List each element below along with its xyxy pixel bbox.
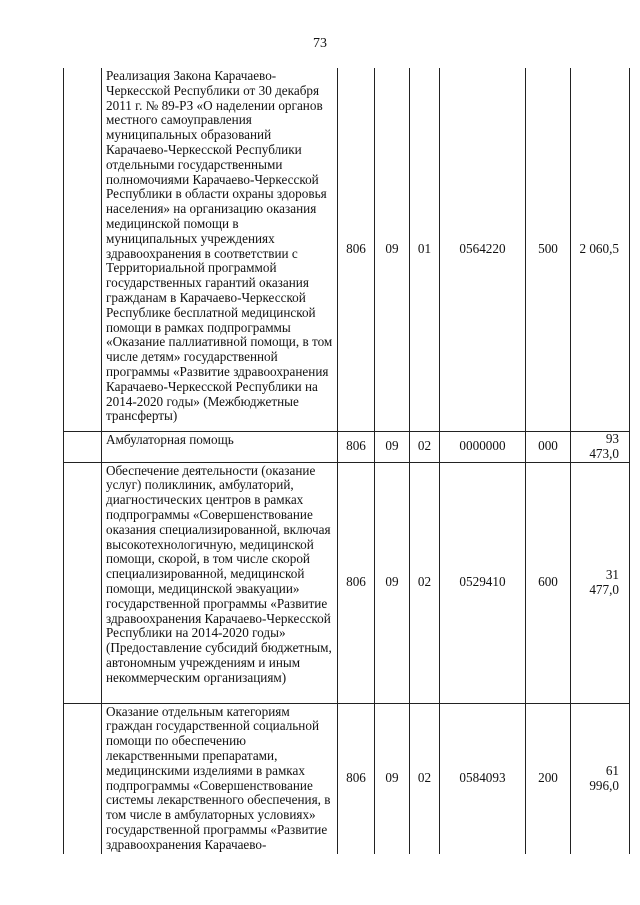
row-description: Реализация Закона Карачаево-Черкесской Республики от 30 декабря 2011 г. № 89-РЗ «О наделении органов местного самоуправления муниципальных образований Карачаево-Черкесской Республики отдельными государственными полномочиями Карачаево-Черкесской Республики в области охраны здоровья населения» на организацию оказания медицинской помощи в муниципальных учреждениях здравоохранения в соответствии с Территориальной программой государственных гарантий оказания гражданам в Карачаево-Черкесской Республике бесплатной медицинской помощи в рамках подпрограммы «Оказание паллиативной помощи, в том числе детям» государственной программы «Развитие здравоохранения Карачаево-Черкесской Республики на 2014-2020 годы» (Межбюджетные трансферты) [102,68,338,432]
section-code: 09 [375,432,410,463]
section-code: 09 [375,68,410,432]
ministry-code: 806 [338,703,375,853]
ministry-code: 806 [338,462,375,703]
section-code: 09 [375,703,410,853]
target-article-code: 0529410 [440,462,526,703]
page-number: 73 [313,36,327,51]
ministry-code: 806 [338,432,375,463]
section-code: 09 [375,462,410,703]
row-description: Оказание отдельным категориям граждан государственной социальной помощи по обеспечению лекарственными препаратами, медицинскими изделиями в рамках подпрограммы «Совершенствование системы лекарственного обеспечения, в том числе в амбулаторных условиях» государственной программы «Развитие здравоохранения Карачаево- [102,703,338,853]
expense-type-code: 500 [526,68,571,432]
row-description: Обеспечение деятельности (оказание услуг) поликлиник, амбулаторий, диагностических центров в рамках подпрограммы «Совершенствование оказания специализированной, включая высокотехнологичную, медицинской помощи, скорой, в том числе скорой специализированной, медицинской помощи, медицинской эвакуации» государственной программы «Развитие здравоохранения Карачаево-Черкесской Республики на 2014-2020 годы» (Предоставление субсидий бюджетным, автономным учреждениям и иным некоммерческим организациям) [102,462,338,703]
table-row [64,462,630,703]
table-row [64,68,630,432]
ministry-code: 806 [338,68,375,432]
subsection-code: 02 [410,703,440,853]
subsection-code: 02 [410,462,440,703]
target-article-code: 0584093 [440,703,526,853]
expense-type-code: 200 [526,703,571,853]
row-indent-cell [64,462,102,703]
amount-value: 2 060,5 [571,68,630,432]
row-indent-cell [64,432,102,463]
row-indent-cell [64,68,102,432]
target-article-code: 0564220 [440,68,526,432]
expense-type-code: 000 [526,432,571,463]
budget-table [63,68,630,854]
table-row [64,703,630,853]
amount-value: 93 473,0 [571,432,630,463]
subsection-code: 01 [410,68,440,432]
row-description: Амбулаторная помощь [102,432,338,463]
amount-value: 61 996,0 [571,703,630,853]
subsection-code: 02 [410,432,440,463]
target-article-code: 0000000 [440,432,526,463]
row-indent-cell [64,703,102,853]
amount-value: 31 477,0 [571,462,630,703]
table-row [64,432,630,463]
expense-type-code: 600 [526,462,571,703]
